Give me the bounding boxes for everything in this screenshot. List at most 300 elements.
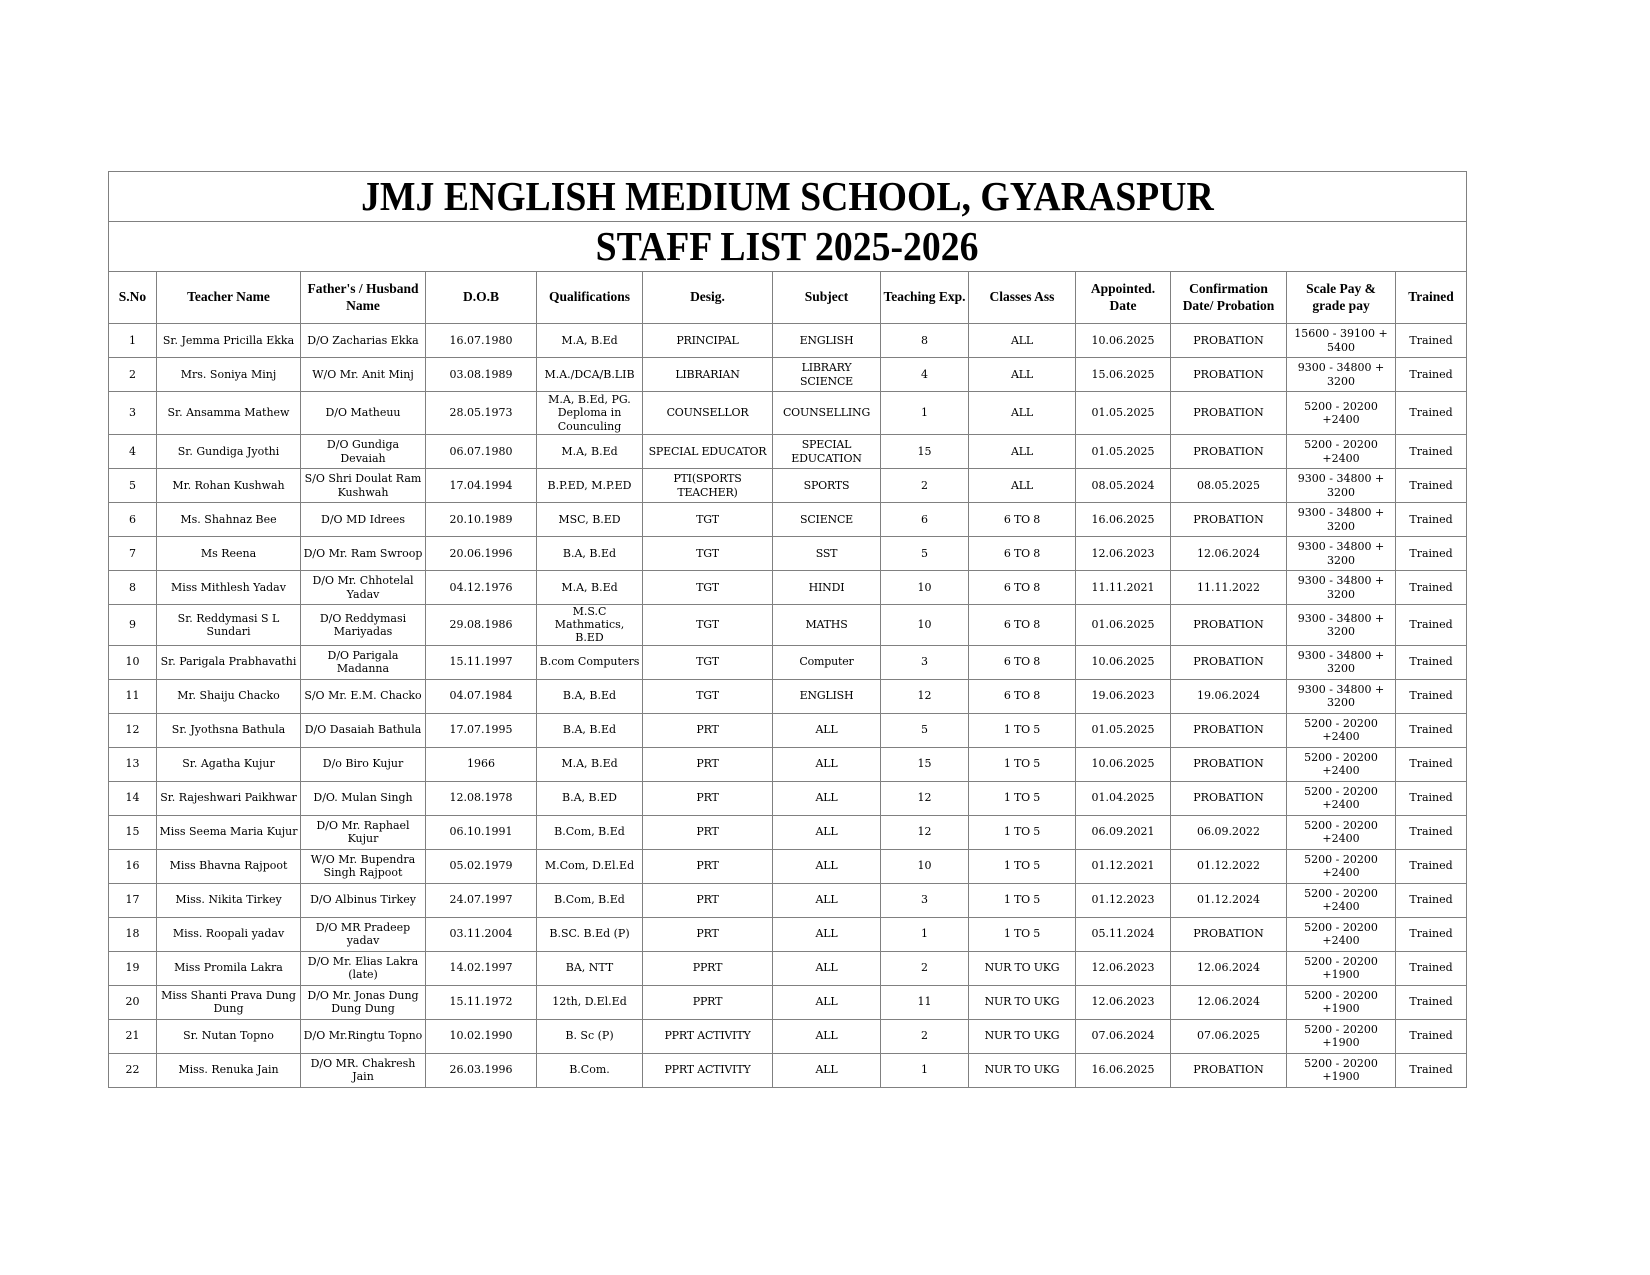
cell-confirmation: PROBATION (1171, 324, 1287, 358)
cell-teacher-name: Sr. Nutan Topno (157, 1019, 301, 1053)
cell-subject: ALL (773, 1053, 881, 1087)
cell-scale-pay: 5200 - 20200 +1900 (1287, 1053, 1396, 1087)
col-header-classes: Classes Ass (969, 272, 1076, 324)
table-row (109, 645, 1467, 679)
cell-experience: 3 (881, 883, 969, 917)
cell-subject: COUNSELLING (773, 392, 881, 435)
cell-subject: ALL (773, 713, 881, 747)
cell-teacher-name: Miss Promila Lakra (157, 951, 301, 985)
col-header-confirmation: Confirmation Date/ Probation (1171, 272, 1287, 324)
cell-trained: Trained (1396, 1053, 1467, 1087)
cell-trained: Trained (1396, 571, 1467, 605)
cell-appointed-date: 01.06.2025 (1076, 605, 1171, 646)
cell-teacher-name: Sr. Agatha Kujur (157, 747, 301, 781)
cell-qualifications: B.A, B.Ed (537, 679, 643, 713)
cell-classes: 6 TO 8 (969, 571, 1076, 605)
cell-confirmation: 08.05.2025 (1171, 469, 1287, 503)
cell-classes: ALL (969, 392, 1076, 435)
cell-teacher-name: Sr. Jyothsna Bathula (157, 713, 301, 747)
cell-designation: TGT (643, 605, 773, 646)
cell-appointed-date: 01.12.2021 (1076, 849, 1171, 883)
cell-experience: 2 (881, 469, 969, 503)
cell-qualifications: M.A, B.Ed (537, 571, 643, 605)
cell-qualifications: B.A, B.Ed (537, 713, 643, 747)
cell-subject: Computer (773, 645, 881, 679)
cell-appointed-date: 01.04.2025 (1076, 781, 1171, 815)
cell-subject: LIBRARY SCIENCE (773, 358, 881, 392)
cell-subject: SCIENCE (773, 503, 881, 537)
cell-qualifications: MSC, B.ED (537, 503, 643, 537)
col-header-teacher-name: Teacher Name (157, 272, 301, 324)
cell-experience: 12 (881, 815, 969, 849)
cell-scale-pay: 5200 - 20200 +1900 (1287, 951, 1396, 985)
cell-dob: 15.11.1972 (426, 985, 537, 1019)
header-row (109, 272, 1467, 324)
cell-confirmation: PROBATION (1171, 1053, 1287, 1087)
cell-dob: 03.08.1989 (426, 358, 537, 392)
table-row (109, 815, 1467, 849)
col-header-relation: Father's / Husband Name (301, 272, 426, 324)
cell-classes: 1 TO 5 (969, 917, 1076, 951)
cell-experience: 11 (881, 985, 969, 1019)
cell-sno: 20 (109, 985, 157, 1019)
cell-appointed-date: 05.11.2024 (1076, 917, 1171, 951)
list-title: STAFF LIST 2025-2026 (596, 223, 979, 269)
col-header-trained: Trained (1396, 272, 1467, 324)
col-header-subject: Subject (773, 272, 881, 324)
cell-subject: SST (773, 537, 881, 571)
cell-confirmation: 01.12.2024 (1171, 883, 1287, 917)
cell-relation: D/o Biro Kujur (301, 747, 426, 781)
table-row (109, 503, 1467, 537)
cell-teacher-name: Mrs. Soniya Minj (157, 358, 301, 392)
cell-appointed-date: 12.06.2023 (1076, 537, 1171, 571)
cell-relation: D/O Parigala Madanna (301, 645, 426, 679)
cell-classes: 1 TO 5 (969, 747, 1076, 781)
cell-confirmation: 12.06.2024 (1171, 951, 1287, 985)
cell-scale-pay: 9300 - 34800 + 3200 (1287, 571, 1396, 605)
cell-appointed-date: 11.11.2021 (1076, 571, 1171, 605)
cell-dob: 16.07.1980 (426, 324, 537, 358)
cell-trained: Trained (1396, 605, 1467, 646)
cell-designation: PPRT (643, 951, 773, 985)
cell-confirmation: PROBATION (1171, 605, 1287, 646)
cell-trained: Trained (1396, 392, 1467, 435)
cell-dob: 03.11.2004 (426, 917, 537, 951)
cell-appointed-date: 10.06.2025 (1076, 747, 1171, 781)
cell-teacher-name: Sr. Gundiga Jyothi (157, 435, 301, 469)
cell-experience: 5 (881, 713, 969, 747)
cell-appointed-date: 08.05.2024 (1076, 469, 1171, 503)
col-header-dob: D.O.B (426, 272, 537, 324)
cell-sno: 6 (109, 503, 157, 537)
cell-dob: 26.03.1996 (426, 1053, 537, 1087)
cell-subject: ENGLISH (773, 679, 881, 713)
cell-subject: ALL (773, 747, 881, 781)
cell-qualifications: B.com Computers (537, 645, 643, 679)
cell-qualifications: B.Com, B.Ed (537, 883, 643, 917)
cell-subject: ALL (773, 985, 881, 1019)
cell-relation: D/O Zacharias Ekka (301, 324, 426, 358)
table-row (109, 679, 1467, 713)
cell-appointed-date: 15.06.2025 (1076, 358, 1171, 392)
cell-relation: D/O Mr. Elias Lakra (late) (301, 951, 426, 985)
cell-teacher-name: Miss. Renuka Jain (157, 1053, 301, 1087)
cell-sno: 7 (109, 537, 157, 571)
cell-designation: PRT (643, 883, 773, 917)
cell-experience: 1 (881, 392, 969, 435)
cell-classes: ALL (969, 324, 1076, 358)
cell-scale-pay: 5200 - 20200 +2400 (1287, 883, 1396, 917)
cell-confirmation: PROBATION (1171, 747, 1287, 781)
cell-subject: ALL (773, 951, 881, 985)
cell-appointed-date: 19.06.2023 (1076, 679, 1171, 713)
cell-designation: PRT (643, 917, 773, 951)
cell-qualifications: M.A, B.Ed (537, 747, 643, 781)
cell-classes: NUR TO UKG (969, 951, 1076, 985)
table-row (109, 358, 1467, 392)
cell-scale-pay: 5200 - 20200 +2400 (1287, 747, 1396, 781)
cell-trained: Trained (1396, 469, 1467, 503)
cell-scale-pay: 5200 - 20200 +2400 (1287, 713, 1396, 747)
cell-designation: PPRT ACTIVITY (643, 1053, 773, 1087)
cell-qualifications: B.Com, B.Ed (537, 815, 643, 849)
cell-classes: NUR TO UKG (969, 1053, 1076, 1087)
cell-designation: PRINCIPAL (643, 324, 773, 358)
cell-designation: TGT (643, 503, 773, 537)
cell-teacher-name: Miss Shanti Prava Dung Dung (157, 985, 301, 1019)
table-row (109, 571, 1467, 605)
cell-qualifications: M.A, B.Ed, PG. Deploma in Counculing (537, 392, 643, 435)
cell-experience: 5 (881, 537, 969, 571)
table-row (109, 883, 1467, 917)
cell-sno: 2 (109, 358, 157, 392)
cell-designation: PTI(SPORTS TEACHER) (643, 469, 773, 503)
table-row (109, 1019, 1467, 1053)
cell-designation: PPRT ACTIVITY (643, 1019, 773, 1053)
table-row (109, 713, 1467, 747)
cell-teacher-name: Miss. Roopali yadav (157, 917, 301, 951)
cell-designation: TGT (643, 645, 773, 679)
cell-qualifications: M.S.C Mathmatics, B.ED (537, 605, 643, 646)
cell-classes: 1 TO 5 (969, 781, 1076, 815)
cell-trained: Trained (1396, 435, 1467, 469)
cell-trained: Trained (1396, 503, 1467, 537)
cell-appointed-date: 01.05.2025 (1076, 435, 1171, 469)
cell-scale-pay: 15600 - 39100 + 5400 (1287, 324, 1396, 358)
cell-trained: Trained (1396, 358, 1467, 392)
cell-classes: 6 TO 8 (969, 645, 1076, 679)
cell-qualifications: B. Sc (P) (537, 1019, 643, 1053)
cell-teacher-name: Sr. Reddymasi S L Sundari (157, 605, 301, 646)
cell-experience: 1 (881, 917, 969, 951)
cell-dob: 29.08.1986 (426, 605, 537, 646)
cell-dob: 17.07.1995 (426, 713, 537, 747)
cell-designation: PRT (643, 747, 773, 781)
cell-scale-pay: 9300 - 34800 + 3200 (1287, 537, 1396, 571)
cell-designation: LIBRARIAN (643, 358, 773, 392)
cell-confirmation: 19.06.2024 (1171, 679, 1287, 713)
cell-confirmation: 07.06.2025 (1171, 1019, 1287, 1053)
cell-dob: 10.02.1990 (426, 1019, 537, 1053)
cell-appointed-date: 01.05.2025 (1076, 392, 1171, 435)
cell-designation: COUNSELLOR (643, 392, 773, 435)
cell-relation: D/O Dasaiah Bathula (301, 713, 426, 747)
cell-relation: D/O Albinus Tirkey (301, 883, 426, 917)
cell-dob: 06.07.1980 (426, 435, 537, 469)
cell-classes: 6 TO 8 (969, 679, 1076, 713)
cell-qualifications: B.SC. B.Ed (P) (537, 917, 643, 951)
table-row (109, 747, 1467, 781)
cell-classes: ALL (969, 469, 1076, 503)
cell-designation: PRT (643, 781, 773, 815)
cell-trained: Trained (1396, 713, 1467, 747)
cell-relation: D/O Reddymasi Mariyadas (301, 605, 426, 646)
cell-appointed-date: 16.06.2025 (1076, 503, 1171, 537)
col-header-qualifications: Qualifications (537, 272, 643, 324)
cell-scale-pay: 5200 - 20200 +2400 (1287, 815, 1396, 849)
cell-confirmation: 01.12.2022 (1171, 849, 1287, 883)
cell-trained: Trained (1396, 679, 1467, 713)
cell-qualifications: M.A, B.Ed (537, 435, 643, 469)
cell-sno: 13 (109, 747, 157, 781)
cell-qualifications: M.A, B.Ed (537, 324, 643, 358)
cell-trained: Trained (1396, 645, 1467, 679)
cell-trained: Trained (1396, 917, 1467, 951)
cell-teacher-name: Miss Seema Maria Kujur (157, 815, 301, 849)
cell-relation: D/O Matheuu (301, 392, 426, 435)
cell-subject: ALL (773, 849, 881, 883)
cell-appointed-date: 12.06.2023 (1076, 951, 1171, 985)
cell-dob: 24.07.1997 (426, 883, 537, 917)
cell-teacher-name: Sr. Jemma Pricilla Ekka (157, 324, 301, 358)
table-row (109, 537, 1467, 571)
cell-teacher-name: Miss. Nikita Tirkey (157, 883, 301, 917)
cell-designation: TGT (643, 537, 773, 571)
staff-table-body (109, 324, 1467, 1088)
cell-classes: ALL (969, 358, 1076, 392)
cell-sno: 11 (109, 679, 157, 713)
cell-classes: 6 TO 8 (969, 537, 1076, 571)
cell-subject: ALL (773, 781, 881, 815)
cell-dob: 15.11.1997 (426, 645, 537, 679)
cell-qualifications: B.A, B.ED (537, 781, 643, 815)
cell-subject: ALL (773, 883, 881, 917)
cell-experience: 2 (881, 951, 969, 985)
cell-sno: 21 (109, 1019, 157, 1053)
cell-dob: 12.08.1978 (426, 781, 537, 815)
cell-sno: 17 (109, 883, 157, 917)
cell-dob: 28.05.1973 (426, 392, 537, 435)
cell-experience: 10 (881, 571, 969, 605)
cell-teacher-name: Mr. Shaiju Chacko (157, 679, 301, 713)
cell-confirmation: PROBATION (1171, 917, 1287, 951)
cell-dob: 06.10.1991 (426, 815, 537, 849)
cell-trained: Trained (1396, 985, 1467, 1019)
cell-scale-pay: 5200 - 20200 +1900 (1287, 985, 1396, 1019)
cell-relation: D/O Mr.Ringtu Topno (301, 1019, 426, 1053)
cell-qualifications: B.A, B.Ed (537, 537, 643, 571)
cell-sno: 14 (109, 781, 157, 815)
cell-relation: D/O Gundiga Devaiah (301, 435, 426, 469)
cell-sno: 22 (109, 1053, 157, 1087)
cell-trained: Trained (1396, 324, 1467, 358)
cell-sno: 9 (109, 605, 157, 646)
col-header-experience: Teaching Exp. (881, 272, 969, 324)
col-header-sno: S.No (109, 272, 157, 324)
cell-trained: Trained (1396, 537, 1467, 571)
cell-teacher-name: Sr. Parigala Prabhavathi (157, 645, 301, 679)
cell-appointed-date: 06.09.2021 (1076, 815, 1171, 849)
cell-subject: ALL (773, 1019, 881, 1053)
cell-sno: 5 (109, 469, 157, 503)
cell-teacher-name: Miss Bhavna Rajpoot (157, 849, 301, 883)
table-row (109, 1053, 1467, 1087)
cell-classes: 1 TO 5 (969, 849, 1076, 883)
cell-subject: MATHS (773, 605, 881, 646)
cell-confirmation: PROBATION (1171, 781, 1287, 815)
cell-dob: 20.10.1989 (426, 503, 537, 537)
cell-experience: 2 (881, 1019, 969, 1053)
cell-experience: 8 (881, 324, 969, 358)
cell-teacher-name: Sr. Rajeshwari Paikhwar (157, 781, 301, 815)
cell-scale-pay: 9300 - 34800 + 3200 (1287, 503, 1396, 537)
cell-scale-pay: 5200 - 20200 +2400 (1287, 917, 1396, 951)
cell-sno: 4 (109, 435, 157, 469)
cell-trained: Trained (1396, 951, 1467, 985)
cell-sno: 3 (109, 392, 157, 435)
cell-experience: 12 (881, 781, 969, 815)
cell-confirmation: PROBATION (1171, 645, 1287, 679)
col-header-appointed-date: Appointed. Date (1076, 272, 1171, 324)
cell-trained: Trained (1396, 883, 1467, 917)
cell-appointed-date: 10.06.2025 (1076, 645, 1171, 679)
list-title-cell (109, 222, 1467, 272)
cell-sno: 18 (109, 917, 157, 951)
cell-appointed-date: 12.06.2023 (1076, 985, 1171, 1019)
cell-designation: TGT (643, 679, 773, 713)
cell-classes: 1 TO 5 (969, 713, 1076, 747)
staff-table (108, 171, 1467, 1088)
table-row (109, 605, 1467, 646)
cell-dob: 17.04.1994 (426, 469, 537, 503)
cell-teacher-name: Ms. Shahnaz Bee (157, 503, 301, 537)
school-name-cell (109, 172, 1467, 222)
cell-sno: 12 (109, 713, 157, 747)
cell-dob: 1966 (426, 747, 537, 781)
cell-sno: 10 (109, 645, 157, 679)
table-row (109, 951, 1467, 985)
cell-teacher-name: Sr. Ansamma Mathew (157, 392, 301, 435)
cell-relation: D/O Mr. Ram Swroop (301, 537, 426, 571)
cell-appointed-date: 16.06.2025 (1076, 1053, 1171, 1087)
cell-sno: 1 (109, 324, 157, 358)
cell-experience: 15 (881, 435, 969, 469)
cell-designation: PRT (643, 815, 773, 849)
cell-relation: S/O Mr. E.M. Chacko (301, 679, 426, 713)
cell-classes: 1 TO 5 (969, 815, 1076, 849)
cell-confirmation: PROBATION (1171, 503, 1287, 537)
cell-dob: 20.06.1996 (426, 537, 537, 571)
cell-trained: Trained (1396, 849, 1467, 883)
table-row (109, 849, 1467, 883)
col-header-scale-pay: Scale Pay & grade pay (1287, 272, 1396, 324)
cell-confirmation: PROBATION (1171, 713, 1287, 747)
cell-relation: W/O Mr. Bupendra Singh Rajpoot (301, 849, 426, 883)
cell-designation: SPECIAL EDUCATOR (643, 435, 773, 469)
cell-confirmation: 12.06.2024 (1171, 985, 1287, 1019)
cell-relation: D/O. Mulan Singh (301, 781, 426, 815)
cell-experience: 3 (881, 645, 969, 679)
col-header-designation: Desig. (643, 272, 773, 324)
cell-scale-pay: 5200 - 20200 +2400 (1287, 392, 1396, 435)
cell-subject: ALL (773, 917, 881, 951)
cell-trained: Trained (1396, 1019, 1467, 1053)
cell-scale-pay: 9300 - 34800 + 3200 (1287, 679, 1396, 713)
cell-qualifications: B.Com. (537, 1053, 643, 1087)
cell-subject: SPECIAL EDUCATION (773, 435, 881, 469)
cell-classes: NUR TO UKG (969, 1019, 1076, 1053)
table-row (109, 324, 1467, 358)
cell-experience: 15 (881, 747, 969, 781)
cell-classes: 6 TO 8 (969, 503, 1076, 537)
cell-trained: Trained (1396, 815, 1467, 849)
cell-experience: 10 (881, 849, 969, 883)
cell-scale-pay: 5200 - 20200 +2400 (1287, 781, 1396, 815)
cell-classes: ALL (969, 435, 1076, 469)
table-row (109, 781, 1467, 815)
cell-confirmation: 11.11.2022 (1171, 571, 1287, 605)
table-row (109, 392, 1467, 435)
cell-appointed-date: 01.05.2025 (1076, 713, 1171, 747)
cell-experience: 6 (881, 503, 969, 537)
cell-relation: D/O Mr. Raphael Kujur (301, 815, 426, 849)
cell-teacher-name: Ms Reena (157, 537, 301, 571)
cell-confirmation: PROBATION (1171, 435, 1287, 469)
cell-qualifications: B.P.ED, M.P.ED (537, 469, 643, 503)
cell-scale-pay: 9300 - 34800 + 3200 (1287, 469, 1396, 503)
cell-sno: 15 (109, 815, 157, 849)
cell-dob: 04.07.1984 (426, 679, 537, 713)
cell-teacher-name: Mr. Rohan Kushwah (157, 469, 301, 503)
cell-trained: Trained (1396, 747, 1467, 781)
cell-sno: 19 (109, 951, 157, 985)
cell-experience: 12 (881, 679, 969, 713)
cell-dob: 05.02.1979 (426, 849, 537, 883)
cell-scale-pay: 5200 - 20200 +1900 (1287, 1019, 1396, 1053)
cell-dob: 04.12.1976 (426, 571, 537, 605)
cell-subject: SPORTS (773, 469, 881, 503)
cell-classes: 1 TO 5 (969, 883, 1076, 917)
cell-subject: HINDI (773, 571, 881, 605)
table-row (109, 985, 1467, 1019)
cell-scale-pay: 9300 - 34800 + 3200 (1287, 645, 1396, 679)
cell-appointed-date: 01.12.2023 (1076, 883, 1171, 917)
cell-qualifications: 12th, D.El.Ed (537, 985, 643, 1019)
cell-qualifications: M.Com, D.El.Ed (537, 849, 643, 883)
cell-relation: D/O Mr. Chhotelal Yadav (301, 571, 426, 605)
cell-experience: 1 (881, 1053, 969, 1087)
cell-sno: 16 (109, 849, 157, 883)
cell-dob: 14.02.1997 (426, 951, 537, 985)
cell-relation: D/O Mr. Jonas Dung Dung Dung (301, 985, 426, 1019)
table-row (109, 469, 1467, 503)
cell-appointed-date: 07.06.2024 (1076, 1019, 1171, 1053)
cell-confirmation: 06.09.2022 (1171, 815, 1287, 849)
cell-designation: PPRT (643, 985, 773, 1019)
cell-subject: ENGLISH (773, 324, 881, 358)
cell-designation: TGT (643, 571, 773, 605)
